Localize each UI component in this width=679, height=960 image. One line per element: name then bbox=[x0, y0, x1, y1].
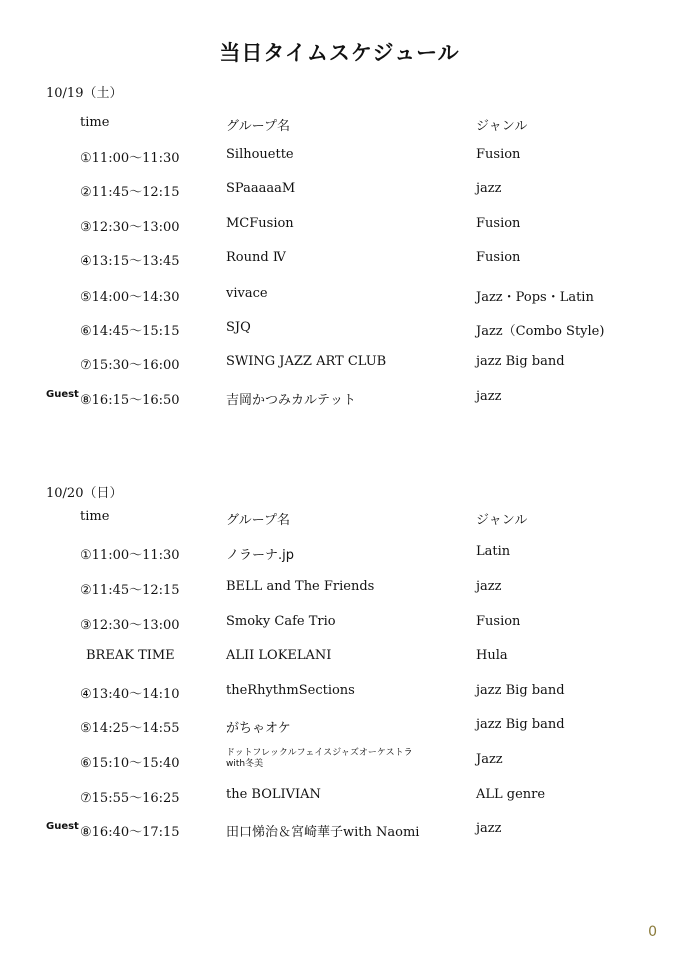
table-row bbox=[0, 614, 679, 640]
genre: jazz bbox=[476, 181, 502, 196]
group-name-line2: with冬美 bbox=[226, 759, 264, 769]
table-row bbox=[0, 821, 679, 847]
table-row bbox=[0, 717, 679, 743]
group-name: Smoky Cafe Trio bbox=[226, 614, 336, 629]
group-name-line1: ドットフレックルフェイスジャズオーケストラ bbox=[226, 748, 413, 758]
slot-time: ⑧16:40～17:15 bbox=[80, 825, 180, 840]
header-time: time bbox=[80, 509, 110, 524]
group-name: がちゃオケ bbox=[226, 721, 291, 736]
guest-label: Guest bbox=[46, 389, 79, 400]
guest-label: Guest bbox=[46, 821, 79, 832]
table-row bbox=[0, 147, 679, 173]
genre: Jazz bbox=[476, 752, 503, 767]
table-row bbox=[0, 216, 679, 242]
slot-time: ③12:30～13:00 bbox=[80, 618, 180, 633]
genre: jazz bbox=[476, 821, 502, 836]
slot-time: ②11:45～12:15 bbox=[80, 185, 180, 200]
slot-time: ⑤14:00～14:30 bbox=[80, 290, 180, 305]
genre: jazz Big band bbox=[476, 354, 565, 369]
slot-time: ③12:30～13:00 bbox=[80, 220, 180, 235]
genre: jazz Big band bbox=[476, 683, 565, 698]
page-title: 当日タイムスケジュール bbox=[219, 41, 460, 65]
slot-time: ⑥14:45～15:15 bbox=[80, 324, 180, 339]
group-name: SPaaaaaM bbox=[226, 181, 296, 196]
genre: Fusion bbox=[476, 614, 521, 629]
slot-time: ⑦15:55～16:25 bbox=[80, 791, 180, 806]
table-row bbox=[0, 250, 679, 276]
slot-time: ④13:40～14:10 bbox=[80, 687, 180, 702]
genre: Hula bbox=[476, 648, 508, 663]
group-name: the BOLIVIAN bbox=[226, 787, 321, 802]
break-time-label: BREAK TIME bbox=[86, 648, 175, 663]
header-genre: ジャンル bbox=[476, 513, 528, 528]
genre: Latin bbox=[476, 544, 511, 559]
header-group: グループ名 bbox=[226, 513, 290, 528]
group-name bbox=[226, 748, 413, 770]
table-row bbox=[0, 579, 679, 605]
genre: Jazz・Pops・Latin bbox=[476, 290, 594, 305]
group-name: Round Ⅳ bbox=[226, 250, 286, 265]
slot-time: ①11:00～11:30 bbox=[80, 548, 180, 563]
slot-time: ④13:15～13:45 bbox=[80, 254, 180, 269]
group-name: Silhouette bbox=[226, 147, 294, 162]
slot-time: ②11:45～12:15 bbox=[80, 583, 180, 598]
header-genre: ジャンル bbox=[476, 119, 528, 134]
group-name: ALII LOKELANI bbox=[226, 648, 332, 663]
day1-header-row bbox=[0, 115, 679, 141]
header-group: グループ名 bbox=[226, 119, 290, 134]
genre: Jazz（Combo Style) bbox=[476, 324, 605, 339]
table-row bbox=[0, 544, 679, 570]
table-row bbox=[0, 748, 679, 778]
group-name: BELL and The Friends bbox=[226, 579, 375, 594]
group-name: ノラーナ.jp bbox=[226, 548, 294, 563]
group-name: 田口悌治＆宮崎華子with Naomi bbox=[226, 825, 420, 840]
day2-date: 10/20（日） bbox=[46, 486, 123, 501]
table-row bbox=[0, 389, 679, 415]
group-name: vivace bbox=[226, 286, 268, 301]
table-row bbox=[0, 354, 679, 380]
slot-time: ⑦15:30～16:00 bbox=[80, 358, 180, 373]
slot-time: ⑤14:25～14:55 bbox=[80, 721, 180, 736]
table-row bbox=[0, 181, 679, 207]
group-name: 吉岡かつみカルテット bbox=[226, 393, 357, 408]
table-row bbox=[0, 286, 679, 312]
genre: ALL genre bbox=[476, 787, 546, 802]
table-row bbox=[0, 648, 679, 674]
genre: jazz bbox=[476, 389, 502, 404]
group-name: MCFusion bbox=[226, 216, 294, 231]
header-time: time bbox=[80, 115, 110, 130]
page-number: 0 bbox=[648, 924, 657, 940]
slot-time: ⑧16:15～16:50 bbox=[80, 393, 180, 408]
group-name: SJQ bbox=[226, 320, 251, 335]
slot-time: ⑥15:10～15:40 bbox=[80, 756, 180, 771]
genre: jazz Big band bbox=[476, 717, 565, 732]
day2-header-row bbox=[0, 509, 679, 535]
table-row bbox=[0, 787, 679, 813]
genre: jazz bbox=[476, 579, 502, 594]
day1-date: 10/19（土） bbox=[46, 86, 123, 101]
table-row bbox=[0, 320, 679, 346]
slot-time: ①11:00～11:30 bbox=[80, 151, 180, 166]
table-row bbox=[0, 683, 679, 709]
genre: Fusion bbox=[476, 250, 521, 265]
group-name: theRhythmSections bbox=[226, 683, 355, 698]
group-name: SWING JAZZ ART CLUB bbox=[226, 354, 387, 369]
genre: Fusion bbox=[476, 216, 521, 231]
genre: Fusion bbox=[476, 147, 521, 162]
